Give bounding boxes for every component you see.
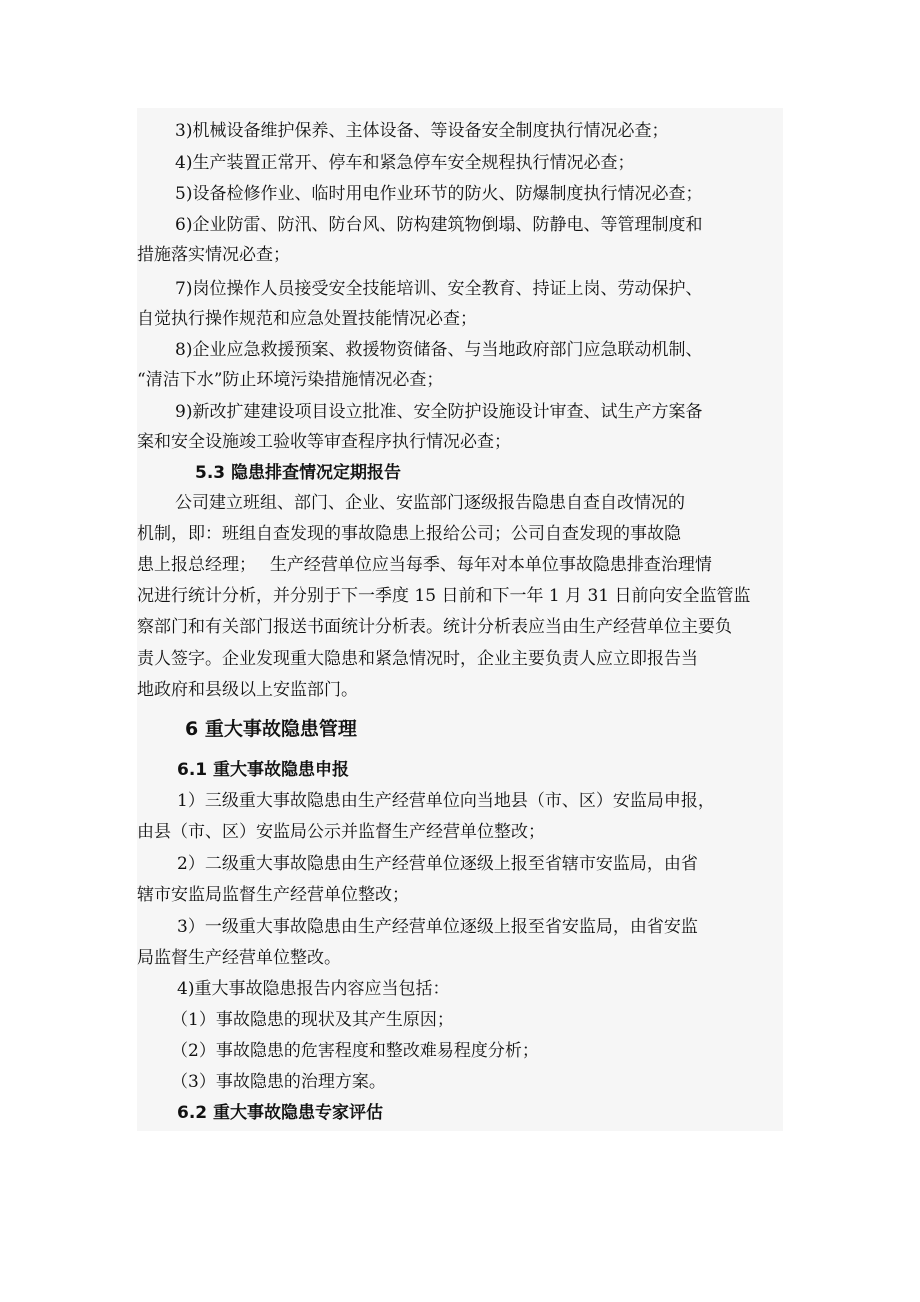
item-3: 3)机械设备维护保养、主体设备、等设备安全制度执行情况必查； bbox=[175, 121, 669, 141]
report-item-1-line-1: 1）三级重大事故隐患由生产经营单位向当地县（市、区）安监局申报， bbox=[177, 791, 715, 811]
item-6-line-2: 措施落实情况必查； bbox=[137, 245, 290, 265]
item-9-line-2: 案和安全设施竣工验收等审查程序执行情况必查； bbox=[137, 432, 511, 452]
section-5-3-para-line-5: 察部门和有关部门报送书面统计分析表。统计分析表应当由生产经营单位主要负 bbox=[137, 617, 732, 637]
report-content-item-2: （2）事故隐患的危害程度和整改难易程度分析； bbox=[171, 1041, 539, 1061]
report-item-2-line-1: 2）二级重大事故隐患由生产经营单位逐级上报至省辖市安监局，由省 bbox=[177, 854, 698, 874]
report-item-4: 4)重大事故隐患报告内容应当包括： bbox=[177, 979, 450, 999]
section-5-3-para-line-6: 责人签字。企业发现重大隐患和紧急情况时，企业主要负责人应立即报告当 bbox=[137, 649, 698, 669]
report-content-item-3: （3）事故隐患的治理方案。 bbox=[171, 1072, 386, 1092]
item-5: 5)设备检修作业、临时用电作业环节的防火、防爆制度执行情况必查； bbox=[175, 184, 703, 204]
item-6-line-1: 6)企业防雷、防汛、防台风、防构建筑物倒塌、防静电、等管理制度和 bbox=[175, 215, 703, 235]
item-4: 4)生产装置正常开、停车和紧急停车安全规程执行情况必查； bbox=[175, 153, 635, 173]
item-8-line-2: “清洁下水”防止环境污染措施情况必查； bbox=[137, 370, 444, 390]
section-6-2-heading: 6.2 重大事故隐患专家评估 bbox=[177, 1103, 384, 1123]
section-5-3-para-line-7: 地政府和县级以上安监部门。 bbox=[137, 680, 358, 700]
document-body bbox=[137, 108, 783, 1131]
report-item-3-line-2: 局监督生产经营单位整改。 bbox=[137, 948, 341, 968]
report-content-item-1: （1）事故隐患的现状及其产生原因； bbox=[171, 1010, 454, 1030]
section-6-heading: 6 重大事故隐患管理 bbox=[185, 718, 357, 740]
section-5-3-para-line-1: 公司建立班组、部门、企业、安监部门逐级报告隐患自查自改情况的 bbox=[175, 493, 685, 513]
report-item-3-line-1: 3）一级重大事故隐患由生产经营单位逐级上报至省安监局，由省安监 bbox=[177, 917, 698, 937]
item-7-line-1: 7)岗位操作人员接受安全技能培训、安全教育、持证上岗、劳动保护、 bbox=[175, 279, 703, 299]
item-8-line-1: 8)企业应急救援预案、救援物资储备、与当地政府部门应急联动机制、 bbox=[175, 340, 703, 360]
section-5-3-heading: 5.3 隐患排查情况定期报告 bbox=[195, 463, 402, 483]
item-7-line-2: 自觉执行操作规范和应急处置技能情况必查； bbox=[137, 309, 477, 329]
section-5-3-para-line-3: 患上报总经理； 生产经营单位应当每季、每年对本单位事故隐患排查治理情 bbox=[137, 555, 712, 575]
section-5-3-para-line-4: 况进行统计分析，并分别于下一季度 15 日前和下一年 1 月 31 日前向安全监管监 bbox=[137, 586, 751, 606]
item-9-line-1: 9)新改扩建建设项目设立批准、安全防护设施设计审查、试生产方案备 bbox=[175, 402, 703, 422]
report-item-2-line-2: 辖市安监局监督生产经营单位整改； bbox=[137, 885, 409, 905]
section-5-3-para-line-2: 机制，即：班组自查发现的事故隐患上报给公司；公司自查发现的事故隐 bbox=[137, 524, 681, 544]
section-6-1-heading: 6.1 重大事故隐患申报 bbox=[177, 760, 350, 780]
report-item-1-line-2: 由县（市、区）安监局公示并监督生产经营单位整改； bbox=[137, 822, 545, 842]
